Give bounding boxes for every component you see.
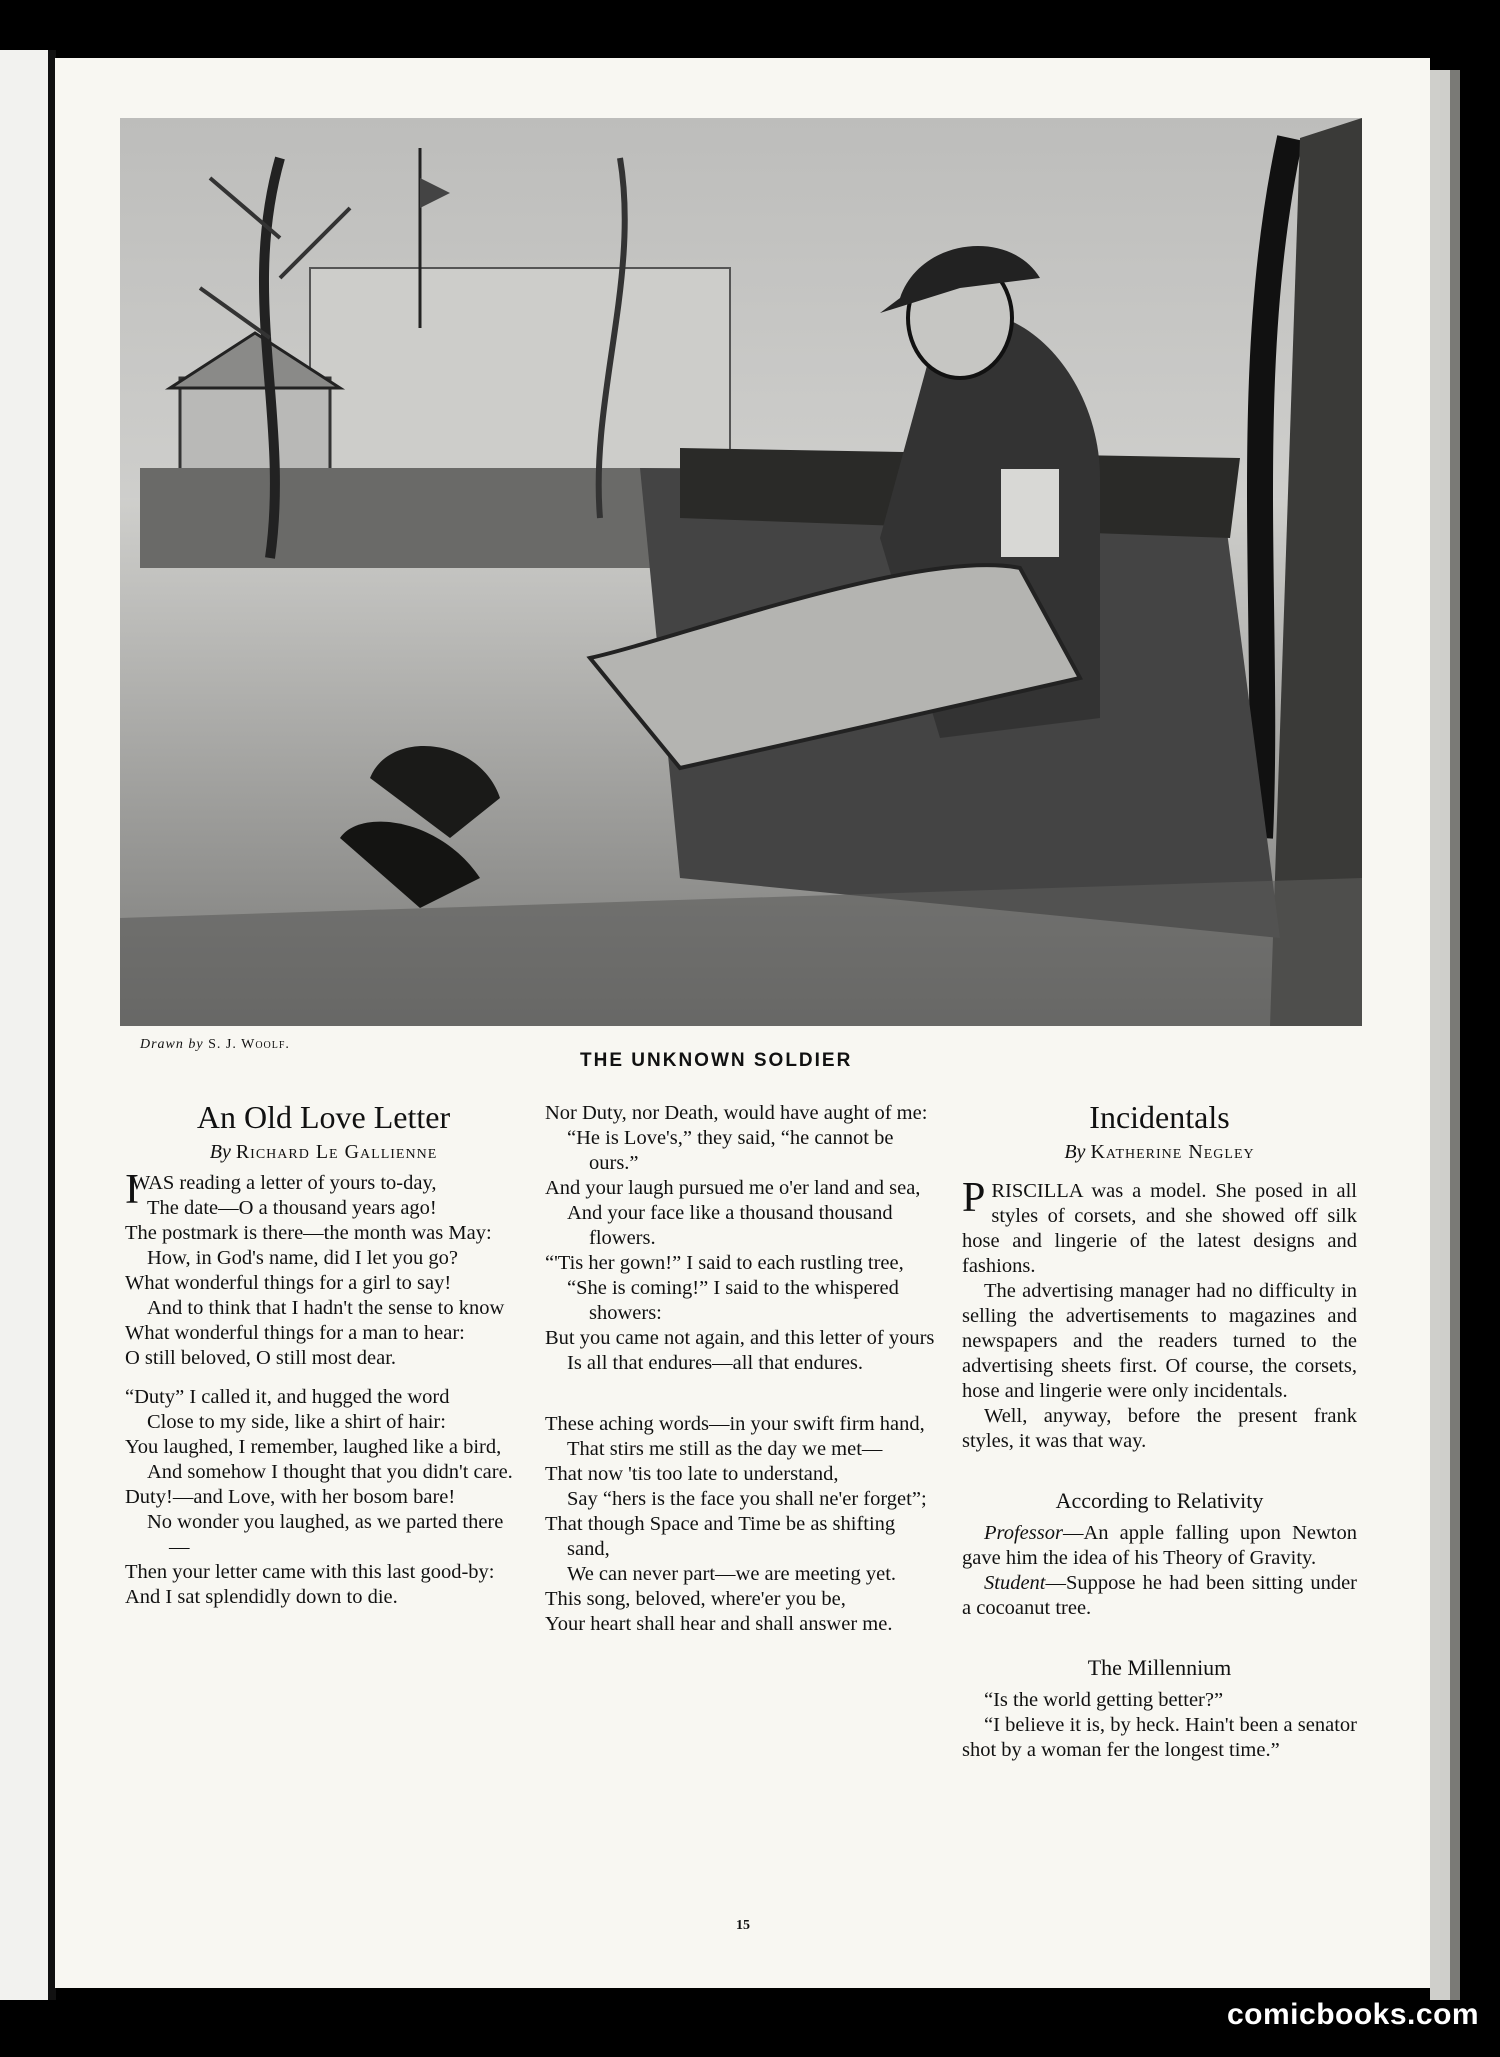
illustration-unknown-soldier xyxy=(120,118,1362,1026)
stanza-1 xyxy=(125,1167,522,1371)
relativity-line xyxy=(962,1571,1357,1621)
stanza-break xyxy=(125,1371,522,1385)
speaker-label: Professor xyxy=(984,1522,1063,1544)
relativity-title: According to Relativity xyxy=(1055,1488,1264,1513)
poem-line: The date—O a thousand years ago! xyxy=(147,1197,437,1219)
poem-line: That now 'tis too late to understand, xyxy=(545,1463,839,1485)
poem-column-middle xyxy=(545,1101,940,1637)
sketch-drawing xyxy=(120,118,1362,1026)
poem-line: How, in God's name, did I let you go? xyxy=(147,1247,458,1269)
poem-by: By xyxy=(209,1141,231,1163)
stanza-2 xyxy=(125,1385,522,1610)
incidentals-byline xyxy=(962,1140,1357,1165)
poem-line: Then your letter came with this last good-by: xyxy=(125,1561,495,1583)
poem-line: And your laugh pursued me o'er land and sea, xyxy=(545,1177,921,1199)
poem-author: Richard Le Gallienne xyxy=(235,1141,438,1163)
poem-title: An Old Love Letter xyxy=(196,1099,451,1135)
poem-line: Close to my side, like a shirt of hair: xyxy=(147,1411,446,1433)
stanza-4 xyxy=(545,1412,940,1637)
poem-line: Say “hers is the face you shall ne'er forget”; xyxy=(567,1488,927,1510)
poem-line: “'Tis her gown!” I said to each rustling tree, xyxy=(545,1252,904,1274)
poem-line: But you came not again, and this letter of yours xyxy=(545,1327,935,1349)
credit-artist: S. J. Woolf. xyxy=(208,1037,290,1052)
watermark: comicbooks.com xyxy=(1227,1998,1480,2031)
right-page-edge xyxy=(1430,70,1450,2000)
poem-line: That though Space and Time be as shifting sand, xyxy=(545,1513,896,1560)
poem-line: You laughed, I remember, laughed like a bird, xyxy=(125,1436,502,1458)
millennium-paragraph: “I believe it is, by heck. Hain't been a senator shot by a woman fer the longest time.” xyxy=(962,1714,1357,1761)
poem-line: The postmark is there—the month was May: xyxy=(125,1222,492,1244)
poem-line: No wonder you laughed, as we parted there— xyxy=(147,1511,504,1558)
poem-line: And your face like a thousand thousand flowers. xyxy=(567,1202,893,1249)
millennium-paragraph: “Is the world getting better?” xyxy=(984,1689,1224,1711)
poem-line: We can never part—we are meeting yet. xyxy=(567,1563,897,1585)
poem-byline xyxy=(125,1140,522,1165)
millennium-title: The Millennium xyxy=(1087,1655,1232,1680)
poem-line: “He is Love's,” they said, “he cannot be ours.” xyxy=(567,1127,894,1174)
poem-line: These aching words—in your swift firm hand, xyxy=(545,1413,925,1435)
left-page-edge xyxy=(0,50,48,2000)
speaker-label: Student xyxy=(984,1572,1046,1594)
right-page-edge-shadow xyxy=(1450,70,1460,2000)
poem-line: Nor Duty, nor Death, would have aught of me: xyxy=(545,1102,928,1124)
poem-line: That stirs me still as the day we met— xyxy=(567,1438,883,1460)
poem-line: “Duty” I called it, and hugged the word xyxy=(125,1386,450,1408)
poem-line: And somehow I thought that you didn't care. xyxy=(147,1461,513,1483)
poem-line: O still beloved, O still most dear. xyxy=(125,1347,397,1369)
credit-prefix: Drawn by xyxy=(140,1037,204,1052)
page-number: 15 xyxy=(736,1918,750,1933)
incidentals-paragraph: The advertising manager had no difficulty in selling the advertisements to magazines and newspapers and the readers turned to the advertising sheets first. Of course, the corsets, hose and lingerie were only incidentals. xyxy=(962,1280,1357,1402)
relativity-line xyxy=(962,1521,1357,1571)
stanza-break xyxy=(545,1376,940,1412)
incidentals-title: Incidentals xyxy=(1089,1099,1230,1135)
poem-line: Duty!—and Love, with her bosom bare! xyxy=(125,1486,456,1508)
incidentals-by: By xyxy=(1064,1141,1086,1163)
incidentals-paragraph: Well, anyway, before the present frank styles, it was that way. xyxy=(962,1405,1357,1452)
poem-line: What wonderful things for a man to hear: xyxy=(125,1322,465,1344)
stanza-3 xyxy=(545,1101,940,1376)
poem-line: Your heart shall hear and shall answer me. xyxy=(545,1613,893,1635)
dialogue-text: —Suppose he had been sitting under a cocoanut tree. xyxy=(962,1572,1357,1619)
poem-column-left xyxy=(125,1098,522,1610)
poem-line: IWAS reading a letter of yours to-day, xyxy=(125,1167,437,1213)
incidentals-author: Katherine Negley xyxy=(1090,1141,1255,1163)
poem-line: This song, beloved, where'er you be, xyxy=(545,1588,846,1610)
poem-line: What wonderful things for a girl to say! xyxy=(125,1272,452,1294)
incidentals-paragraph: PRISCILLA was a model. She posed in all styles of corsets, and she showed off silk hose and lingerie of the latest designs and fashions. xyxy=(962,1175,1357,1277)
dialogue-text: —An apple falling upon Newton gave him the idea of his Theory of Gravity. xyxy=(962,1522,1357,1569)
incidentals-column xyxy=(962,1098,1357,1763)
poem-line: And I sat splendidly down to die. xyxy=(125,1586,398,1608)
illustration-credit xyxy=(140,1037,290,1053)
poem-line: Is all that endures—all that endures. xyxy=(567,1352,864,1374)
poem-line: And to think that I hadn't the sense to know xyxy=(147,1297,505,1319)
illustration-title: THE UNKNOWN SOLDIER xyxy=(580,1050,853,1071)
poem-line: “She is coming!” I said to the whispered showers: xyxy=(567,1277,899,1324)
